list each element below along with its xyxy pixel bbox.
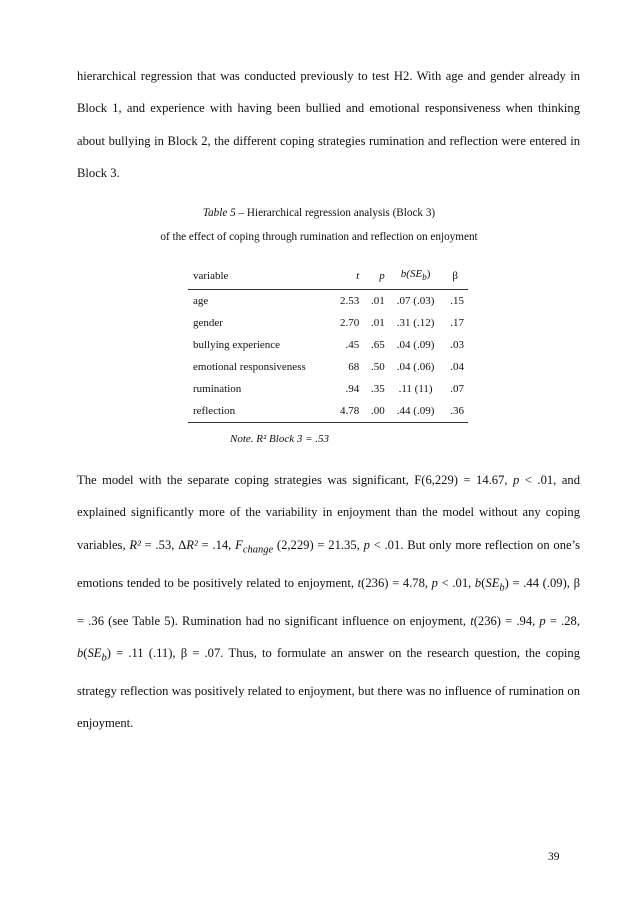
header-t: t xyxy=(356,269,360,282)
regression-table xyxy=(188,262,468,423)
cell-b-se: .04 (.09) xyxy=(396,339,435,351)
cell-p: .50 xyxy=(371,361,385,373)
cell-b-se: .31 (.12) xyxy=(396,317,435,329)
cell-b-se: .44 (.09) xyxy=(396,405,435,417)
table-row xyxy=(188,378,468,400)
cell-beta: .36 xyxy=(450,405,464,417)
paragraph-2-segment: The model with the separate coping strategies was significant, F(6,229) = 14.67, xyxy=(77,473,514,487)
cell-p: .65 xyxy=(371,339,385,351)
page-number: 39 xyxy=(548,851,560,863)
body-paragraph-2 xyxy=(77,464,580,740)
header-p: p xyxy=(379,269,385,282)
cell-beta: .15 xyxy=(450,295,464,307)
paragraph-2-segment: p xyxy=(431,575,438,590)
cell-variable: bullying experience xyxy=(193,339,281,351)
cell-b-se: .04 (.06) xyxy=(396,361,435,373)
table-row xyxy=(188,290,468,313)
cell-p: .01 xyxy=(371,295,385,307)
header-b-sub: b xyxy=(422,272,427,283)
paragraph-2-segment: = .28, xyxy=(545,613,580,628)
paragraph-2-segment: SE xyxy=(485,575,500,590)
paragraph-2-segment: ) = .44 (.09), β = .36 (see Table 5). Rumination had no significant influence on enjoyment, xyxy=(77,575,580,628)
paragraph-2-segment: SE xyxy=(87,646,102,661)
table-title: – Hierarchical regression analysis (Block 3) xyxy=(235,207,436,219)
cell-variable: age xyxy=(193,295,209,307)
header-beta: β xyxy=(452,269,458,282)
paragraph-2-segment: ( xyxy=(83,646,88,661)
paragraph-2-segment: p xyxy=(513,473,520,487)
table-body xyxy=(188,290,468,423)
cell-p: .35 xyxy=(371,383,385,395)
cell-p: .01 xyxy=(371,317,385,329)
body-paragraph-1: hierarchical regression that was conducted previously to test H2. With age and gender already in Block 1, and experience with having been bullied and emotional responsiveness when thinking about bullying in Block 2, the different coping strategies rumination and reflection were entered in Block 3. xyxy=(77,69,580,181)
header-b-prefix: b( xyxy=(400,268,410,281)
header-b-se xyxy=(389,262,443,290)
paragraph-2-segment: ) = .11 (.11), β = .07. Thus, to formulate an answer on the research question, the coping strategy reflection was positively related to enjoyment, but there was no influence of rumination on enjoyment. xyxy=(77,646,580,731)
table-caption xyxy=(0,207,638,219)
cell-t: 2.53 xyxy=(339,295,360,307)
cell-t: 2.70 xyxy=(339,317,360,329)
cell-t: 4.78 xyxy=(339,405,360,417)
paragraph-2-segment: (236) = .94, xyxy=(473,613,540,628)
paragraph-2-segment: p xyxy=(363,537,370,552)
paragraph-2-segment: t xyxy=(470,613,474,628)
cell-b-se: .11 (11) xyxy=(398,383,433,395)
table-row xyxy=(188,400,468,423)
header-b-var: SE xyxy=(409,268,423,281)
paragraph-2-segment: change xyxy=(242,544,274,556)
cell-p: .00 xyxy=(371,405,385,417)
paragraph-2-segment: t xyxy=(357,575,362,590)
table-label: Table 5 xyxy=(202,207,236,219)
paragraph-2-segment: b xyxy=(101,652,107,664)
paragraph-2-segment: (2,229) = 21.35, xyxy=(273,537,364,552)
cell-beta: .07 xyxy=(450,383,464,395)
paragraph-2-segment: p xyxy=(539,613,546,628)
paragraph-2-segment: R² xyxy=(186,537,198,552)
paragraph-2-segment: b xyxy=(77,646,84,661)
cell-t: .45 xyxy=(345,339,360,351)
cell-beta: .17 xyxy=(450,317,464,329)
cell-variable: reflection xyxy=(193,405,236,417)
paragraph-2-segment: R² xyxy=(129,537,141,552)
cell-t: 68 xyxy=(348,361,360,373)
cell-variable: emotional responsiveness xyxy=(193,361,306,373)
table-header-row xyxy=(188,262,468,290)
cell-beta: .04 xyxy=(450,361,464,373)
paragraph-2-segment: F xyxy=(235,537,243,552)
table-row xyxy=(188,334,468,356)
paragraph-2-segment: < .01. But only more reflection on one’s emotions tended to be positively related to enjoyment, xyxy=(77,537,580,590)
cell-b-se: .07 (.03) xyxy=(396,295,435,307)
cell-variable: rumination xyxy=(193,383,242,395)
cell-variable: gender xyxy=(193,317,223,329)
paragraph-2-segment: < .01, and explained significantly more of the variability in enjoyment than the model without any coping variables, xyxy=(77,473,580,552)
paragraph-2-segment: < .01, xyxy=(437,575,475,590)
table-row xyxy=(188,312,468,334)
paragraph-2-segment: = .53, Δ xyxy=(140,537,187,552)
paragraph-2-segment: b xyxy=(474,575,482,590)
cell-beta: .03 xyxy=(450,339,464,351)
table-subtitle: of the effect of coping through rumination and reflection on enjoyment xyxy=(160,231,478,243)
table-row xyxy=(188,356,468,378)
paragraph-2-segment: ( xyxy=(481,575,486,590)
header-b-suffix: ) xyxy=(426,268,431,281)
cell-t: .94 xyxy=(345,383,360,395)
table-note: Note. R² Block 3 = .53 xyxy=(230,433,330,445)
paragraph-2-segment: (236) = 4.78, xyxy=(361,575,432,590)
header-variable: variable xyxy=(193,269,229,282)
paragraph-2-segment: b xyxy=(499,582,505,594)
paragraph-2-segment: = .14, xyxy=(197,537,236,552)
